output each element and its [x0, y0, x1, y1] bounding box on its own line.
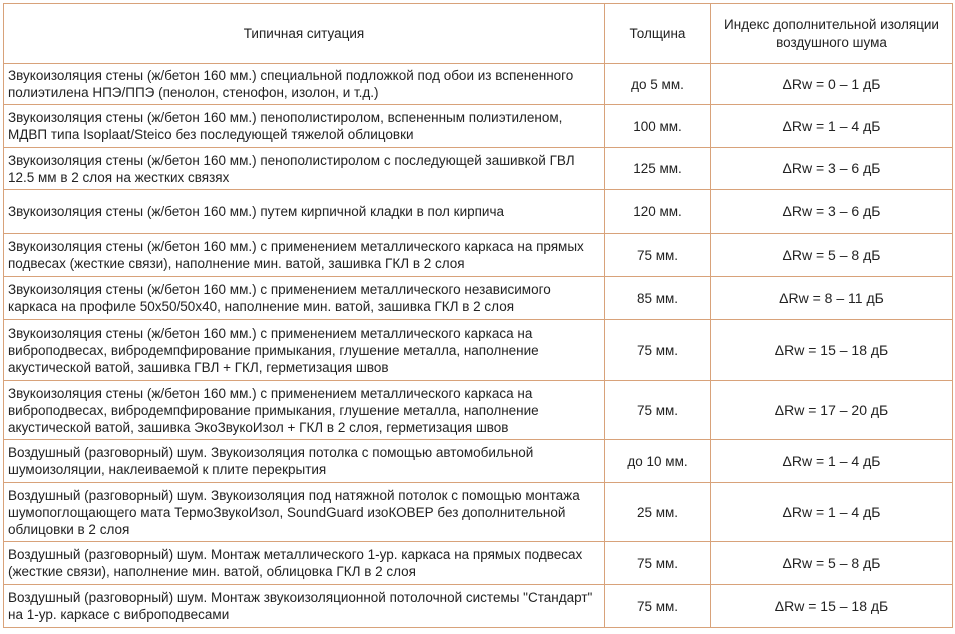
header-situation: Типичная ситуация — [4, 4, 605, 64]
index-cell: ΔRw = 1 – 4 дБ — [711, 440, 953, 483]
table-header — [4, 4, 953, 64]
thickness-cell: 75 мм. — [605, 320, 711, 381]
index-cell: ΔRw = 3 – 6 дБ — [711, 190, 953, 234]
index-cell: ΔRw = 17 – 20 дБ — [711, 381, 953, 440]
thickness-cell: 100 мм. — [605, 105, 711, 148]
header-thickness: Толщина — [605, 4, 711, 64]
thickness-cell: до 10 мм. — [605, 440, 711, 483]
index-cell: ΔRw = 15 – 18 дБ — [711, 585, 953, 628]
index-cell: ΔRw = 0 – 1 дБ — [711, 64, 953, 105]
table-row — [4, 542, 953, 585]
thickness-cell: 85 мм. — [605, 277, 711, 320]
table-row — [4, 585, 953, 628]
thickness-cell: 75 мм. — [605, 234, 711, 277]
situation-cell: Воздушный (разговорный) шум. Монтаж звукоизоляционной потолочной системы "Стандарт" на 1-ур. каркасе с виброподвесами — [4, 585, 605, 628]
thickness-cell: до 5 мм. — [605, 64, 711, 105]
index-cell: ΔRw = 5 – 8 дБ — [711, 234, 953, 277]
thickness-cell: 75 мм. — [605, 381, 711, 440]
index-cell: ΔRw = 3 – 6 дБ — [711, 148, 953, 190]
situation-cell: Воздушный (разговорный) шум. Звукоизоляция потолка с помощью автомобильной шумоизоляции, наклеиваемой к плите перекрытия — [4, 440, 605, 483]
index-cell: ΔRw = 1 – 4 дБ — [711, 483, 953, 542]
index-cell: ΔRw = 15 – 18 дБ — [711, 320, 953, 381]
table-row — [4, 190, 953, 234]
situation-cell: Воздушный (разговорный) шум. Монтаж металлического 1-ур. каркаса на прямых подвесах (жесткие связи), наполнение мин. ватой, облицовка ГКЛ в 2 слоя — [4, 542, 605, 585]
thickness-cell: 75 мм. — [605, 542, 711, 585]
table-row — [4, 440, 953, 483]
table-row — [4, 381, 953, 440]
situation-cell: Звукоизоляция стены (ж/бетон 160 мм.) с применением металлического каркаса на виброподвесах, вибродемпфирование примыкания, глушение металла, наполнение акустической ватой, зашивка ГВЛ + ГКЛ, герметизация швов — [4, 320, 605, 381]
table-row — [4, 483, 953, 542]
situation-cell: Звукоизоляция стены (ж/бетон 160 мм.) путем кирпичной кладки в пол кирпича — [4, 190, 605, 234]
situation-cell: Звукоизоляция стены (ж/бетон 160 мм.) специальной подложкой под обои из вспененного полиэтилена НПЭ/ППЭ (пенолон, стенофон, изолон, и т.д.) — [4, 64, 605, 105]
soundproofing-table — [3, 3, 953, 628]
table-row — [4, 277, 953, 320]
situation-cell: Звукоизоляция стены (ж/бетон 160 мм.) пенополистиролом, вспененным полиэтиленом, МДВП типа Isoplaat/Steico без последующей тяжелой облицовки — [4, 105, 605, 148]
situation-cell: Воздушный (разговорный) шум. Звукоизоляция под натяжной потолок с помощью монтажа шумопоглощающего мата ТермоЗвукоИзол, SoundGuard изоКОВЕР без дополнительной облицовки в 2 слоя — [4, 483, 605, 542]
thickness-cell: 125 мм. — [605, 148, 711, 190]
situation-cell: Звукоизоляция стены (ж/бетон 160 мм.) с применением металлического каркаса на прямых подвесах (жесткие связи), наполнение мин. ватой, зашивка ГКЛ в 2 слоя — [4, 234, 605, 277]
situation-cell: Звукоизоляция стены (ж/бетон 160 мм.) пенополистиролом с последующей зашивкой ГВЛ 12.5 мм в 2 слоя на жестких связях — [4, 148, 605, 190]
index-cell: ΔRw = 5 – 8 дБ — [711, 542, 953, 585]
table-row — [4, 105, 953, 148]
thickness-cell: 25 мм. — [605, 483, 711, 542]
table-row — [4, 320, 953, 381]
index-cell: ΔRw = 1 – 4 дБ — [711, 105, 953, 148]
thickness-cell: 120 мм. — [605, 190, 711, 234]
table-body — [4, 64, 953, 628]
table-row — [4, 148, 953, 190]
table-row — [4, 234, 953, 277]
thickness-cell: 75 мм. — [605, 585, 711, 628]
situation-cell: Звукоизоляция стены (ж/бетон 160 мм.) с применением металлического независимого каркаса на профиле 50х50/50х40, наполнение мин. ватой, зашивка ГКЛ в 2 слоя — [4, 277, 605, 320]
index-cell: ΔRw = 8 – 11 дБ — [711, 277, 953, 320]
table-row — [4, 64, 953, 105]
situation-cell: Звукоизоляция стены (ж/бетон 160 мм.) с применением металлического каркаса на виброподвесах, вибродемпфирование примыкания, глушение металла, наполнение акустической ватой, зашивка ЭкоЗвукоИзол + ГКЛ в 2 слоя, герметизация швов — [4, 381, 605, 440]
header-index: Индекс дополнительной изоляции воздушного шума — [711, 4, 953, 64]
header-row — [4, 4, 953, 64]
